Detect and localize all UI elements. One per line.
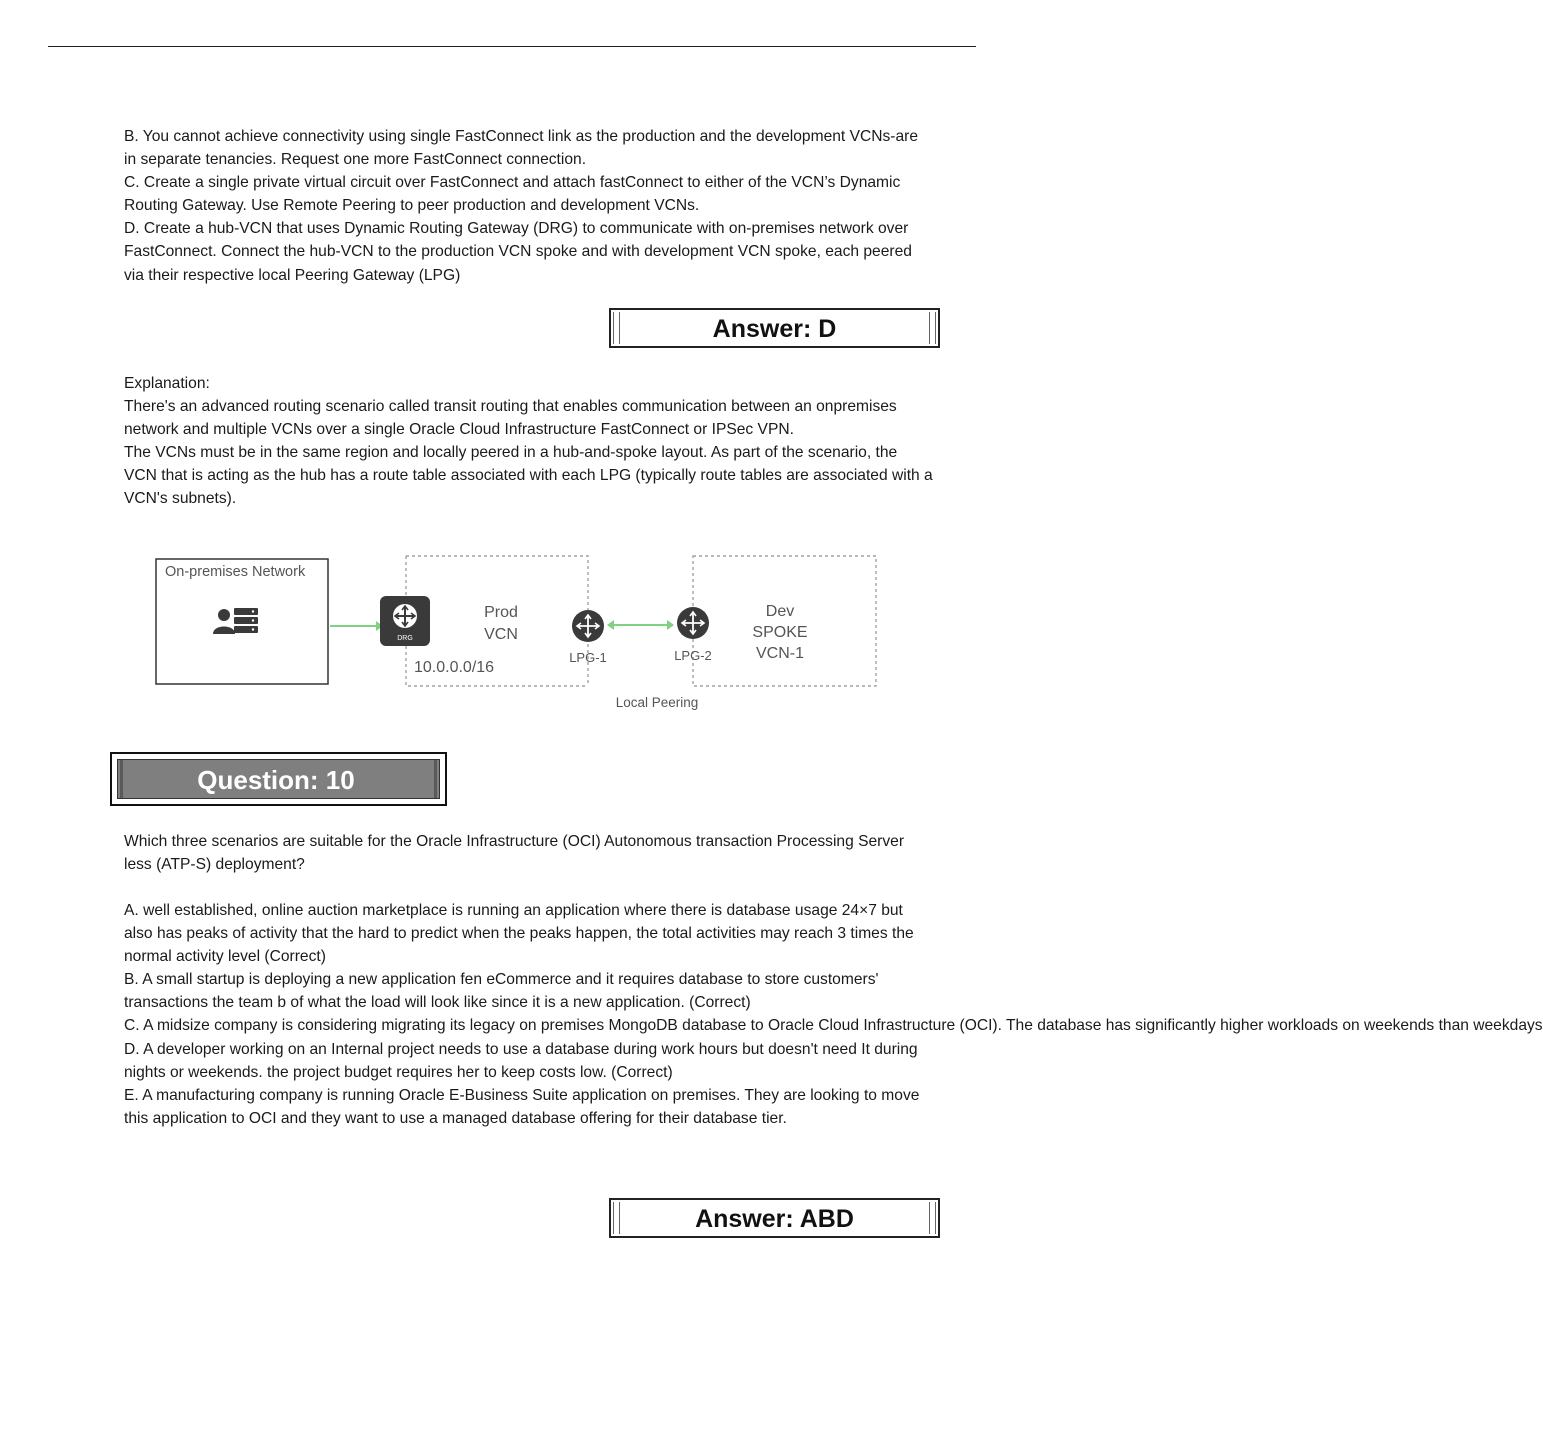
lpg1-label: LPG-1 [569,650,607,665]
question-options [124,899,1543,1130]
lpg1-router-icon [572,610,604,642]
explanation [124,372,934,511]
header-rule [48,46,976,47]
question-header [110,752,447,806]
option-c-text: C. Create a single private virtual circuit over FastConnect and attach fastConnect to either of the VCN’s Dynamic Routing Gateway. Use Remote Peering to peer production and development VCNs. [124,174,901,215]
arrowhead-left [607,620,614,630]
question-option-b: B. A small startup is deploying a new application fen eCommerce and it requires database to store customers' transactions the team b of what the load will look like since it is a new application. (Correct) [124,971,879,1012]
explanation-paragraph-2: The VCNs must be in the same region and locally peered in a hub-and-spoke layout. As part of the scenario, the VCN that is acting as the hub has a route table associated with each LPG (typically route tables are associated with a VCN's subnets). [124,444,933,508]
question-header-inner [117,759,440,799]
dev-vcn-border [693,556,876,686]
lpg2-label: LPG-2 [674,648,712,663]
answer-box [609,1198,940,1238]
previous-options [124,125,934,287]
dev-label-line2: SPOKE [752,624,808,641]
cidr-label: 10.0.0.0/16 [414,659,495,676]
prod-label-line2: VCN [484,626,518,643]
question-stem-text: Which three scenarios are suitable for the Oracle Infrastructure (OCI) Autonomous transaction Processing Server less (ATP-S) deployment? [124,833,905,874]
explanation-paragraph-1: There's an advanced routing scenario called transit routing that enables communication between an onpremises network and multiple VCNs over a single Oracle Cloud Infrastructure FastConnect or IPSec VPN. [124,398,897,439]
question-option-a: A. well established, online auction marketplace is running an application where there is database usage 24×7 but also has peaks of activity that the hard to predict when the peaks happen, the total activities may reach 3 times the normal activity level (Correct) [124,902,914,966]
arrowhead-right [667,620,674,630]
question-title: Question: 10 [197,765,355,795]
transit-routing-diagram [150,554,885,714]
question-option-e: E. A manufacturing company is running Oracle E-Business Suite application on premises. They are looking to move this application to OCI and they want to use a managed database offering for their database tier. [124,1086,920,1127]
answer-label: Answer: D [712,315,837,343]
drg-icon [380,596,430,646]
option-d-text: D. Create a hub-VCN that uses Dynamic Routing Gateway (DRG) to communicate with on-premises network over FastConnect. Connect the hub-VCN to the production VCN spoke and with development VCN spoke, each peered via their respective local Peering Gateway (LPG) [124,220,912,284]
lpg2-router-icon [677,607,709,639]
explanation-heading: Explanation: [124,375,210,392]
prod-label-line1: Prod [484,604,518,621]
local-peering-label: Local Peering [615,695,699,710]
question-option-d: D. A developer working on an Internal project needs to use a database during work hours but doesn't need It during nights or weekends. the project budget requires her to keep costs low. (Correct) [124,1040,918,1081]
onprem-label: On-premises Network [165,564,306,580]
dev-label-line1: Dev [765,603,795,620]
question-stem [124,830,934,876]
dev-label-line3: VCN-1 [755,645,805,662]
answer-box-previous [609,308,940,348]
question-option-c: C. A midsize company is considering migrating its legacy on premises MongoDB database to Oracle Cloud Infrastructure (OCI). The database has significantly higher workloads on weekends than weekdays [124,1017,1543,1035]
option-b-text: B. You cannot achieve connectivity using single FastConnect link as the production and the development VCNs-are in separate tenancies. Request one more FastConnect connection. [124,128,919,169]
drg-label: DRG [397,635,413,642]
answer-label: Answer: ABD [695,1205,854,1233]
